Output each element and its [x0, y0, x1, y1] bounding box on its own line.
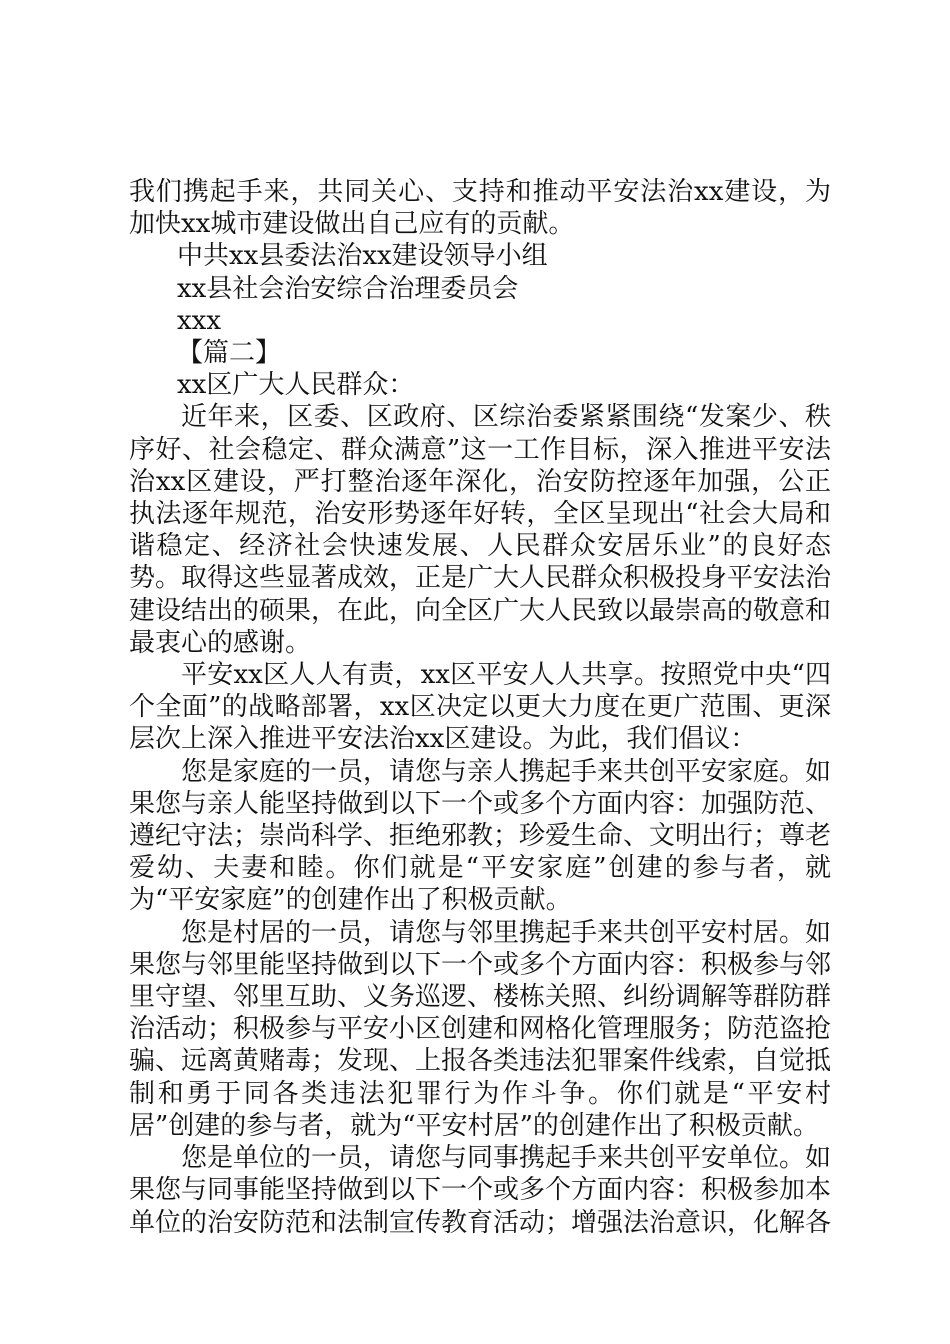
salutation: xx区广大人民群众： — [177, 370, 415, 401]
paragraph-proposal: 平安xx区人人有责，xx区平安人人共享。按照党中央“四个全面”的战略部署，xx区决定以更大力度在更广范围、更深层次上深入推进平安法治xx区建设。为此，我们倡议： — [129, 660, 831, 755]
document-body — [129, 176, 831, 1239]
paragraph-workplace: 您是单位的一员，请您与同事携起手来共创平安单位。如果您与同事能坚持做到以下一个或多个方面内容：积极参加本单位的治安防范和法制宣传教育活动；增强法治意识，化解各 — [129, 1143, 832, 1238]
signature-line-3: xxx — [177, 305, 221, 336]
paragraph-closing: 我们携起手来，共同关心、支持和推动平安法治xx建设，为加快xx城市建设做出自己应有的贡献。 — [129, 177, 831, 240]
section-heading: 【篇二】 — [177, 338, 282, 369]
paragraph-intro: 近年来，区委、区政府、区综治委紧紧围绕“发案少、秩序好、社会稳定、群众满意”这一工作目标，深入推进平安法治xx区建设，严打整治逐年深化，治安防控逐年加强，公正执法逐年规范，治安形势逐年好转，全区呈现出“社会大局和谐稳定、经济社会快速发展、人民群众安居乐业”的良好态势。取得这些显著成效，正是广大人民群众积极投身平安法治建设结出的硕果，在此，向全区广大人民致以最崇高的敬意和最衷心的感谢。 — [129, 402, 832, 658]
signature-line-1: 中共xx县委法治xx建设领导小组 — [177, 241, 548, 272]
paragraph-family: 您是家庭的一员，请您与亲人携起手来共创平安家庭。如果您与亲人能坚持做到以下一个或多个方面内容：加强防范、遵纪守法；崇尚科学、拒绝邪教；珍爱生命、文明出行；尊老爱幼、夫妻和睦。你们就是“平安家庭”创建的参与者，就为“平安家庭”的创建作出了积极贡献。 — [129, 756, 832, 916]
paragraph-village: 您是村居的一员，请您与邻里携起手来共创平安村居。如果您与邻里能坚持做到以下一个或多个方面内容：积极参与邻里守望、邻里互助、义务巡逻、楼栋关照、纠纷调解等群防群治活动；积极参与平安小区创建和网格化管理服务；防范盗抢骗、远离黄赌毒；发现、上报各类违法犯罪案件线索，自觉抵制和勇于同各类违法犯罪行为作斗争。你们就是“平安村居”创建的参与者，就为“平安村居”的创建作出了积极贡献。 — [129, 917, 832, 1141]
signature-line-2: xx县社会治安综合治理委员会 — [177, 273, 519, 304]
